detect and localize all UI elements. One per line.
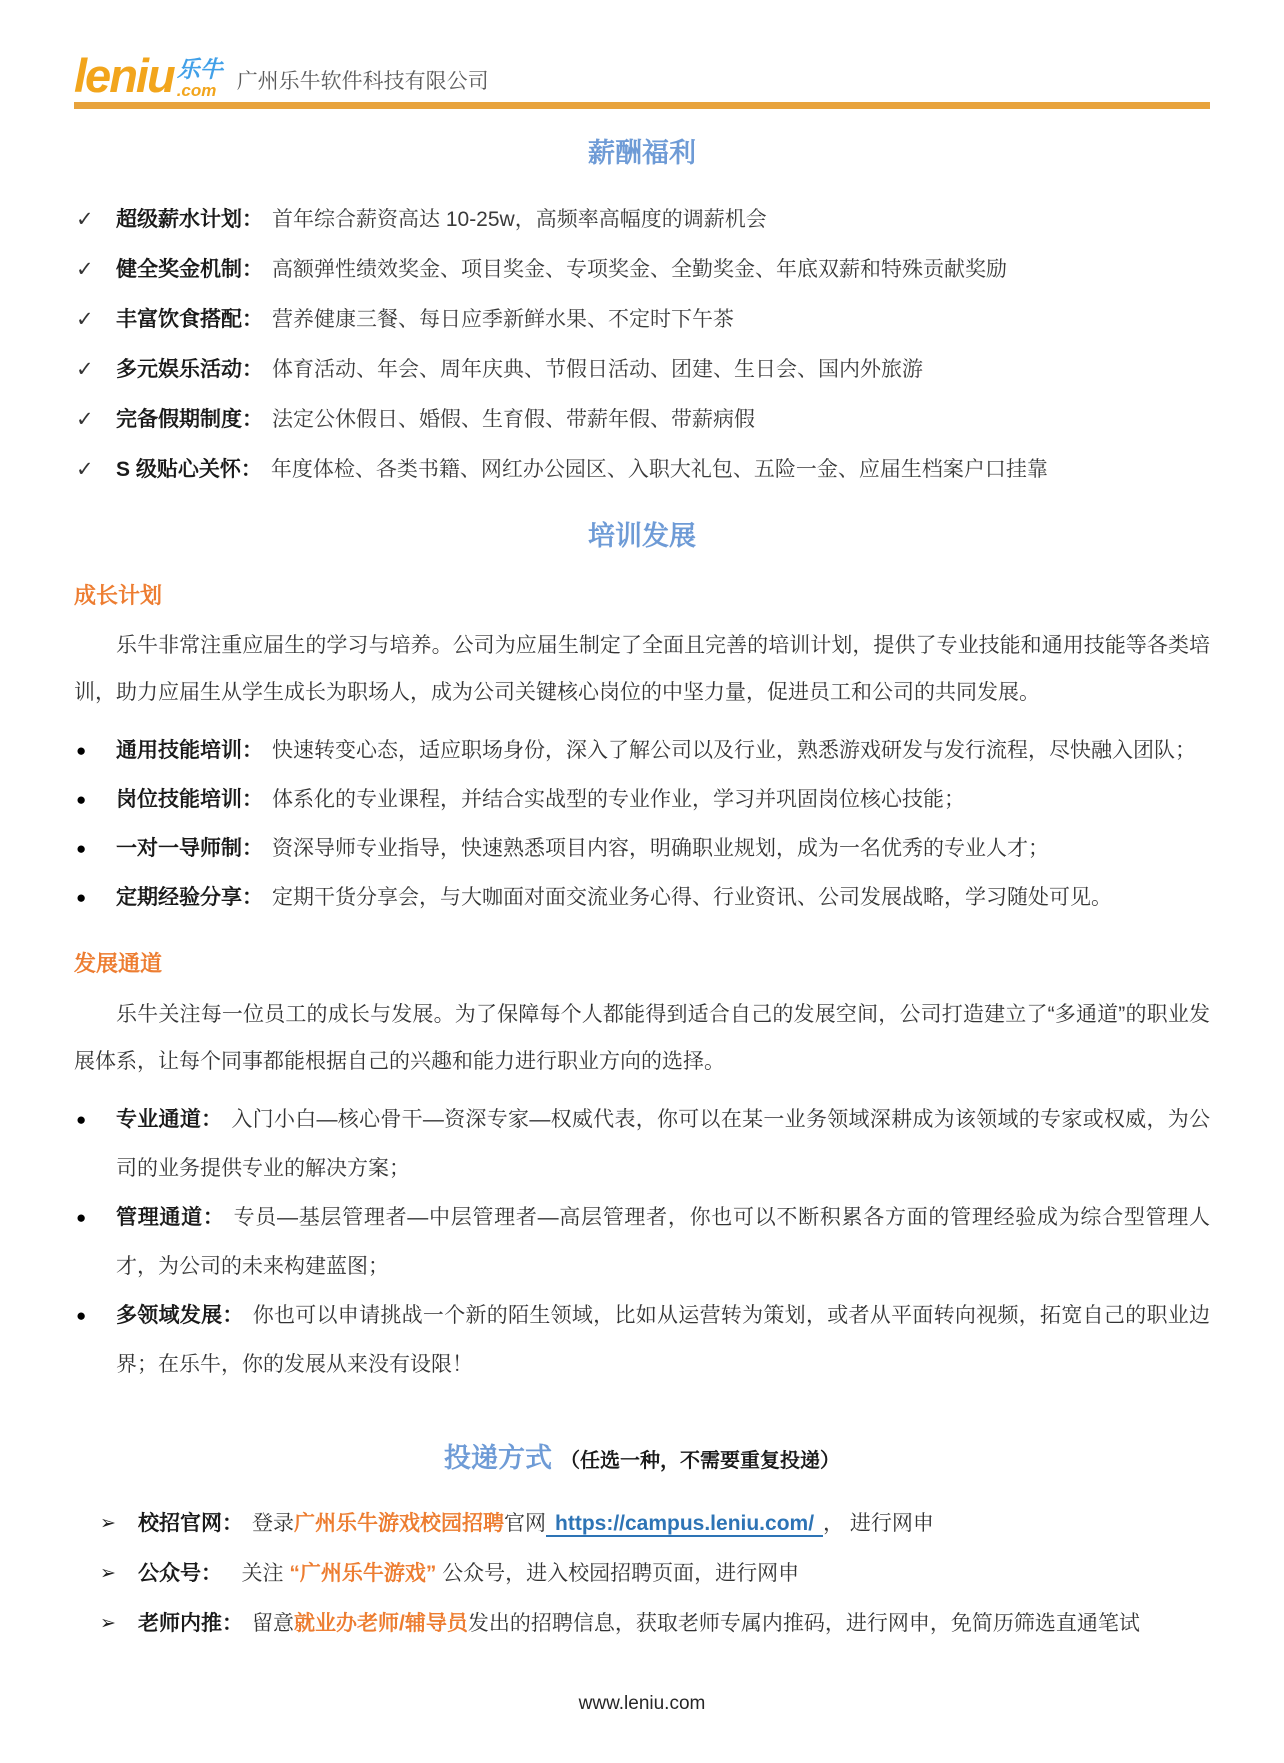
list-item xyxy=(74,1095,1210,1193)
bullet-icon: ● xyxy=(76,1109,87,1129)
item-text: 入门小白—核心骨干—资深专家—权威代表，你可以在某一业务领域深耕成为该领域的专家或权威，为公司的业务提供专业的解决方案； xyxy=(116,1107,1211,1180)
item-text: 体育活动、年会、周年庆典、节假日活动、团建、生日会、国内外旅游 xyxy=(272,357,923,381)
highlight-text: 就业办老师/辅导员 xyxy=(294,1611,468,1635)
item-label: 健全奖金机制： xyxy=(116,257,263,281)
list-item xyxy=(74,726,1210,775)
subheading-development-channels: 发展通道 xyxy=(74,951,163,977)
item-label: 完备假期制度： xyxy=(116,407,263,431)
leniu-logo xyxy=(74,49,223,102)
item-label: S 级贴心关怀： xyxy=(116,457,262,481)
item-text: 快速转变心态，适应职场身份，深入了解公司以及行业，熟悉游戏研发与发行流程，尽快融入团队； xyxy=(272,739,1196,763)
bullet-icon: ● xyxy=(76,1305,87,1325)
arrow-icon: ➢ xyxy=(100,1612,116,1634)
item-label: 通用技能培训： xyxy=(116,739,263,763)
item-label: 一对一导师制： xyxy=(116,837,263,861)
logo-chinese-name: 乐牛 xyxy=(176,55,223,82)
development-channels-list xyxy=(74,1095,1210,1389)
company-name: 广州乐牛软件科技有限公司 xyxy=(236,69,489,93)
subheading-growth-plan: 成长计划 xyxy=(74,582,163,608)
item-label: 多元娱乐活动： xyxy=(116,357,263,381)
item-label: 老师内推： xyxy=(138,1611,243,1635)
list-item xyxy=(74,245,1210,295)
list-item xyxy=(74,775,1210,824)
check-icon: ✓ xyxy=(76,207,94,231)
section-title-training-development: 培训发展 xyxy=(588,520,696,551)
campus-recruitment-link[interactable]: https://campus.leniu.com/ xyxy=(546,1512,823,1537)
item-text: 官网 xyxy=(504,1511,546,1535)
section-title-salary-benefits: 薪酬福利 xyxy=(588,137,696,168)
list-item xyxy=(100,1599,1210,1649)
highlight-text: “广州乐牛游戏” xyxy=(289,1561,437,1585)
bullet-icon: ● xyxy=(76,888,87,908)
item-text: 资深导师专业指导，快速熟悉项目内容，明确职业规划，成为一名优秀的专业人才； xyxy=(272,837,1049,861)
highlight-text: 广州乐牛游戏校园招聘 xyxy=(294,1511,504,1535)
list-item xyxy=(74,1193,1210,1291)
apply-subtitle: （任选一种，不需要重复投递） xyxy=(560,1449,840,1472)
bullet-icon: ● xyxy=(76,790,87,810)
list-item xyxy=(74,824,1210,873)
header-divider-bar xyxy=(74,102,1210,109)
bullet-icon: ● xyxy=(76,1207,87,1227)
check-icon: ✓ xyxy=(76,357,94,381)
item-label: 管理通道： xyxy=(116,1205,225,1229)
check-icon: ✓ xyxy=(76,457,94,481)
item-text: 高额弹性绩效奖金、项目奖金、专项奖金、全勤奖金、年底双薪和特殊贡献奖励 xyxy=(272,257,1007,281)
item-label: 公众号： xyxy=(138,1561,212,1585)
development-channels-paragraph: 乐牛关注每一位员工的成长与发展。为了保障每个人都能得到适合自己的发展空间，公司打造建立了“多通道”的职业发展体系，让每个同事都能根据自己的兴趣和能力进行职业方向的选择。 xyxy=(74,1002,1210,1073)
item-text: 营养健康三餐、每日应季新鲜水果、不定时下午茶 xyxy=(272,307,734,331)
item-text: 公众号，进入校园招聘页面，进行网申 xyxy=(436,1561,800,1585)
list-item xyxy=(74,345,1210,395)
item-text: 首年综合薪资高达 10-25w，高频率高幅度的调薪机会 xyxy=(272,207,767,231)
item-label: 多领域发展： xyxy=(116,1303,244,1327)
item-text: 关注 xyxy=(220,1561,290,1585)
check-icon: ✓ xyxy=(76,307,94,331)
list-item xyxy=(74,873,1210,922)
arrow-icon: ➢ xyxy=(100,1562,116,1584)
item-text: 体系化的专业课程，并结合实战型的专业作业，学习并巩固岗位核心技能； xyxy=(272,788,965,812)
item-label: 超级薪水计划： xyxy=(116,207,263,231)
list-item xyxy=(74,195,1210,245)
growth-plan-paragraph: 乐牛非常注重应届生的学习与培养。公司为应届生制定了全面且完善的培训计划，提供了专业技能和通用技能等各类培训，助力应届生从学生成长为职场人，成为公司关键核心岗位的中坚力量，促进员工和公司的共同发展。 xyxy=(74,634,1210,705)
list-item xyxy=(100,1549,1210,1599)
list-item xyxy=(74,445,1210,495)
bullet-icon: ● xyxy=(76,839,87,859)
item-text: 留意 xyxy=(252,1611,294,1635)
list-item xyxy=(100,1499,1210,1549)
item-label: 丰富饮食搭配： xyxy=(116,307,263,331)
apply-title: 投递方式 xyxy=(444,1442,552,1473)
list-item xyxy=(74,1291,1210,1389)
item-label: 岗位技能培训： xyxy=(116,788,263,812)
item-label: 校招官网： xyxy=(138,1511,243,1535)
item-text: 法定公休假日、婚假、生育假、带薪年假、带薪病假 xyxy=(272,407,755,431)
section-title-application-methods xyxy=(74,1441,1210,1476)
item-label: 专业通道： xyxy=(116,1107,223,1131)
item-text: 发出的招聘信息，获取老师专属内推码，进行网申，免简历筛选直通笔试 xyxy=(467,1611,1140,1635)
logo-com-suffix: .com xyxy=(176,80,217,100)
item-text: 专员—基层管理者—中层管理者—高层管理者，你也可以不断积累各方面的管理经验成为综合型管理人才，为公司的未来构建蓝图； xyxy=(116,1205,1211,1278)
growth-plan-list xyxy=(74,726,1210,922)
application-methods-list xyxy=(74,1499,1210,1649)
footer-url: www.leniu.com xyxy=(578,1692,706,1714)
item-text: 你也可以申请挑战一个新的陌生领域，比如从运营转为策划，或者从平面转向视频，拓宽自己的职业边界；在乐牛，你的发展从来没有设限！ xyxy=(116,1303,1211,1376)
check-icon: ✓ xyxy=(76,257,94,281)
arrow-icon: ➢ xyxy=(100,1512,116,1534)
logo-wordmark: leniu xyxy=(74,49,174,102)
item-text: 年度体检、各类书籍、网红办公园区、入职大礼包、五险一金、应届生档案户口挂靠 xyxy=(270,457,1048,481)
list-item xyxy=(74,395,1210,445)
list-item xyxy=(74,295,1210,345)
check-icon: ✓ xyxy=(76,407,94,431)
item-text: 登录 xyxy=(252,1511,294,1535)
letterhead xyxy=(74,49,1210,109)
salary-benefits-list xyxy=(74,195,1210,495)
item-text: 定期干货分享会，与大咖面对面交流业务心得、行业资讯、公司发展战略，学习随处可见。 xyxy=(272,886,1112,910)
item-text: ， 进行网申 xyxy=(823,1511,934,1535)
item-label: 定期经验分享： xyxy=(116,886,263,910)
bullet-icon: ● xyxy=(76,741,87,761)
